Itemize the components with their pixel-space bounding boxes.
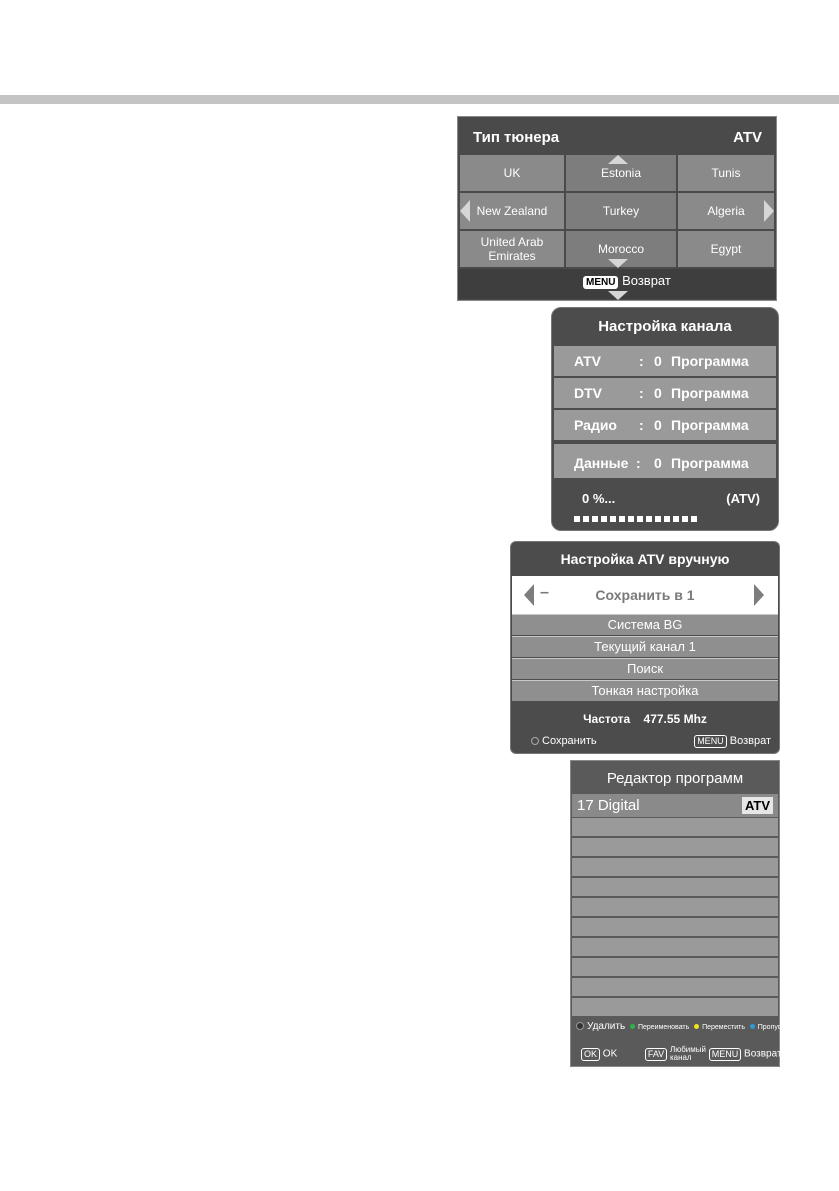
color-key-legend xyxy=(576,1021,795,1032)
option-current-channel[interactable]: Текущий канал 1 xyxy=(512,636,778,657)
save-to-selector[interactable] xyxy=(512,576,778,614)
channel-setup-title: Настройка канала xyxy=(598,318,732,335)
program-row[interactable] xyxy=(572,818,778,836)
program-editor-panel xyxy=(570,760,796,1067)
program-row[interactable] xyxy=(572,918,778,936)
save-to-value: Сохранить в 1 xyxy=(595,587,695,603)
row-label: ATV xyxy=(574,353,601,369)
right-arrow-icon[interactable] xyxy=(754,584,764,606)
program-row[interactable] xyxy=(572,998,778,1016)
blue-button-icon[interactable] xyxy=(750,1024,755,1029)
program-row[interactable] xyxy=(572,938,778,956)
country-cell[interactable]: Algeria xyxy=(678,193,774,229)
tuner-header xyxy=(458,117,776,155)
program-editor-title: Редактор программ xyxy=(606,770,744,787)
program-row[interactable] xyxy=(572,794,778,817)
fav-key-icon[interactable]: FAV xyxy=(645,1048,667,1061)
skip-label: Пропустить xyxy=(757,1024,796,1031)
frequency-label: Частота xyxy=(583,712,631,726)
menu-key-icon[interactable]: MENU xyxy=(709,1048,742,1061)
scan-progress-text: 0 %... xyxy=(582,491,616,506)
yellow-button-icon[interactable] xyxy=(694,1024,699,1029)
tuner-footer xyxy=(458,269,776,299)
channel-setup-panel xyxy=(551,307,779,531)
ok-label: OK xyxy=(602,1048,618,1060)
row-label: DTV xyxy=(574,385,602,401)
top-divider-bar xyxy=(0,95,839,104)
country-cell[interactable]: UK xyxy=(460,155,564,191)
program-row[interactable] xyxy=(572,958,778,976)
menu-key-icon[interactable]: MENU xyxy=(694,735,727,748)
option-system[interactable]: Система BG xyxy=(512,614,778,635)
program-row[interactable] xyxy=(572,878,778,896)
red-button-icon[interactable] xyxy=(531,737,539,745)
scroll-left-arrow-icon[interactable] xyxy=(460,200,470,222)
delete-label: Удалить xyxy=(587,1021,626,1032)
row-count: 0 xyxy=(654,353,662,369)
scroll-down-arrow-icon[interactable] xyxy=(608,259,628,268)
row-colon: : xyxy=(636,455,641,471)
tuner-value[interactable]: ATV xyxy=(733,129,762,146)
row-unit: Программа xyxy=(671,353,749,369)
row-count: 0 xyxy=(654,385,662,401)
fav-label-line1: Любимый xyxy=(669,1045,706,1054)
save-hint xyxy=(531,735,597,747)
key-hints xyxy=(581,1046,782,1062)
count-row-dtv xyxy=(554,378,776,408)
program-row[interactable] xyxy=(572,838,778,856)
count-row-radio xyxy=(554,410,776,440)
scroll-right-arrow-icon[interactable] xyxy=(764,200,774,222)
ok-key-icon[interactable]: OK xyxy=(581,1048,600,1061)
row-unit: Программа xyxy=(671,417,749,433)
country-cell[interactable]: United Arab Emirates xyxy=(460,231,564,267)
menu-key-icon[interactable]: MENU xyxy=(583,276,618,289)
tuner-title: Тип тюнера xyxy=(473,129,560,146)
scan-mode: (ATV) xyxy=(726,491,760,506)
frequency-readout xyxy=(511,712,779,726)
fav-label xyxy=(670,1046,706,1062)
back-hint xyxy=(583,273,671,289)
country-grid xyxy=(458,155,776,269)
option-search[interactable]: Поиск xyxy=(512,658,778,679)
frequency-value: 477.55 Mhz xyxy=(643,712,707,726)
scan-progress-bar xyxy=(574,509,700,527)
red-button-icon[interactable] xyxy=(576,1022,584,1030)
program-row[interactable] xyxy=(572,858,778,876)
program-row[interactable] xyxy=(572,978,778,996)
back-hint xyxy=(694,735,771,748)
option-fine-tune[interactable]: Тонкая настройка xyxy=(512,680,778,701)
row-colon: : xyxy=(639,353,644,369)
program-row[interactable] xyxy=(572,898,778,916)
green-button-icon[interactable] xyxy=(630,1024,635,1029)
save-label: Сохранить xyxy=(542,735,597,747)
program-type-badge: ATV xyxy=(742,797,773,814)
manual-atv-panel xyxy=(510,541,780,754)
minus-sign: – xyxy=(540,584,549,601)
tuner-type-panel xyxy=(457,116,777,301)
row-count: 0 xyxy=(654,417,662,433)
rename-label: Переименовать xyxy=(637,1024,690,1031)
fav-label-line2: канал xyxy=(669,1053,692,1062)
scroll-up-arrow-icon[interactable] xyxy=(608,155,628,164)
back-label: Возврат xyxy=(729,735,771,747)
row-colon: : xyxy=(639,385,644,401)
move-label: Переместить xyxy=(702,1024,745,1031)
row-label: Данные xyxy=(574,455,629,471)
country-cell[interactable]: Egypt xyxy=(678,231,774,267)
count-row-data xyxy=(554,444,776,478)
country-cell[interactable]: New Zealand xyxy=(460,193,564,229)
manual-atv-title: Настройка ATV вручную xyxy=(560,551,730,567)
row-count: 0 xyxy=(654,455,662,471)
row-colon: : xyxy=(639,417,644,433)
back-label: Возврат xyxy=(744,1048,782,1060)
row-unit: Программа xyxy=(671,455,749,471)
page-down-arrow-icon[interactable] xyxy=(608,291,628,300)
program-name: 17 Digital xyxy=(577,797,640,814)
country-cell[interactable]: Estonia xyxy=(566,155,676,191)
row-label: Радио xyxy=(574,417,617,433)
country-cell[interactable]: Morocco xyxy=(566,231,676,267)
country-cell[interactable]: Turkey xyxy=(566,193,676,229)
count-row-atv xyxy=(554,346,776,376)
country-cell[interactable]: Tunis xyxy=(678,155,774,191)
back-label: Возврат xyxy=(622,273,671,288)
row-unit: Программа xyxy=(671,385,749,401)
